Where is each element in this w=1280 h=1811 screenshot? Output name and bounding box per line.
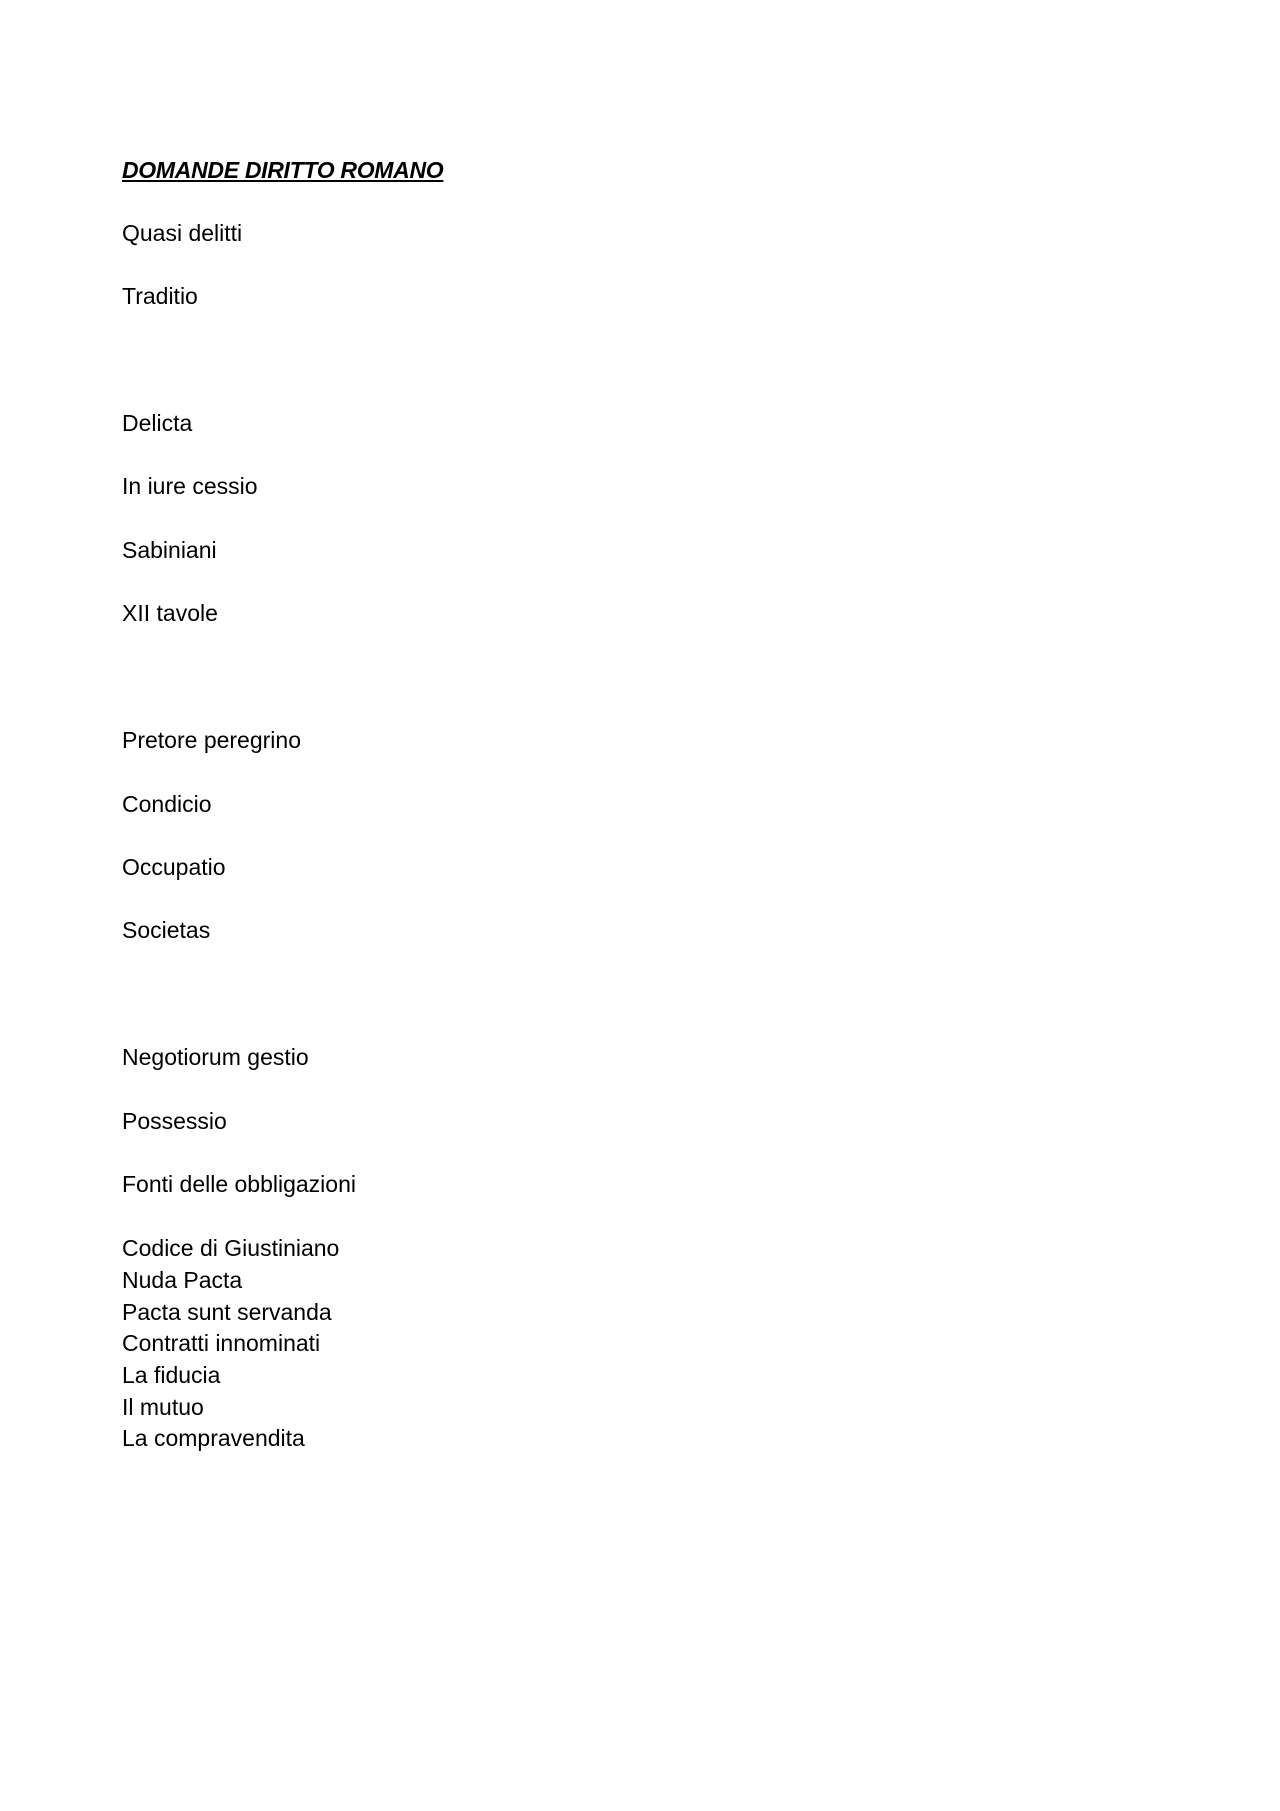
list-item: XII tavole [122,600,218,626]
list-item: Traditio [122,283,198,309]
list-item: Quasi delitti [122,220,243,246]
list-item: Delicta [122,410,193,436]
list-item: La fiducia [122,1362,221,1388]
list-item: In iure cessio [122,473,258,499]
list-item: Nuda Pacta [122,1267,243,1293]
list-item: Codice di Giustiniano [122,1235,340,1261]
list-item: La compravendita [122,1425,305,1451]
list-item: Condicio [122,791,212,817]
list-item: Contratti innominati [122,1330,321,1356]
list-item: Pacta sunt servanda [122,1299,332,1325]
list-item: Negotiorum gestio [122,1044,309,1070]
list-item: Societas [122,917,211,943]
list-item: Possessio [122,1108,227,1134]
list-item: Il mutuo [122,1394,204,1420]
list-item: Sabiniani [122,537,217,563]
list-item: Fonti delle obbligazioni [122,1171,356,1197]
list-item: Pretore peregrino [122,727,301,753]
list-item: Occupatio [122,854,226,880]
document-title: DOMANDE DIRITTO ROMANO [122,157,444,183]
